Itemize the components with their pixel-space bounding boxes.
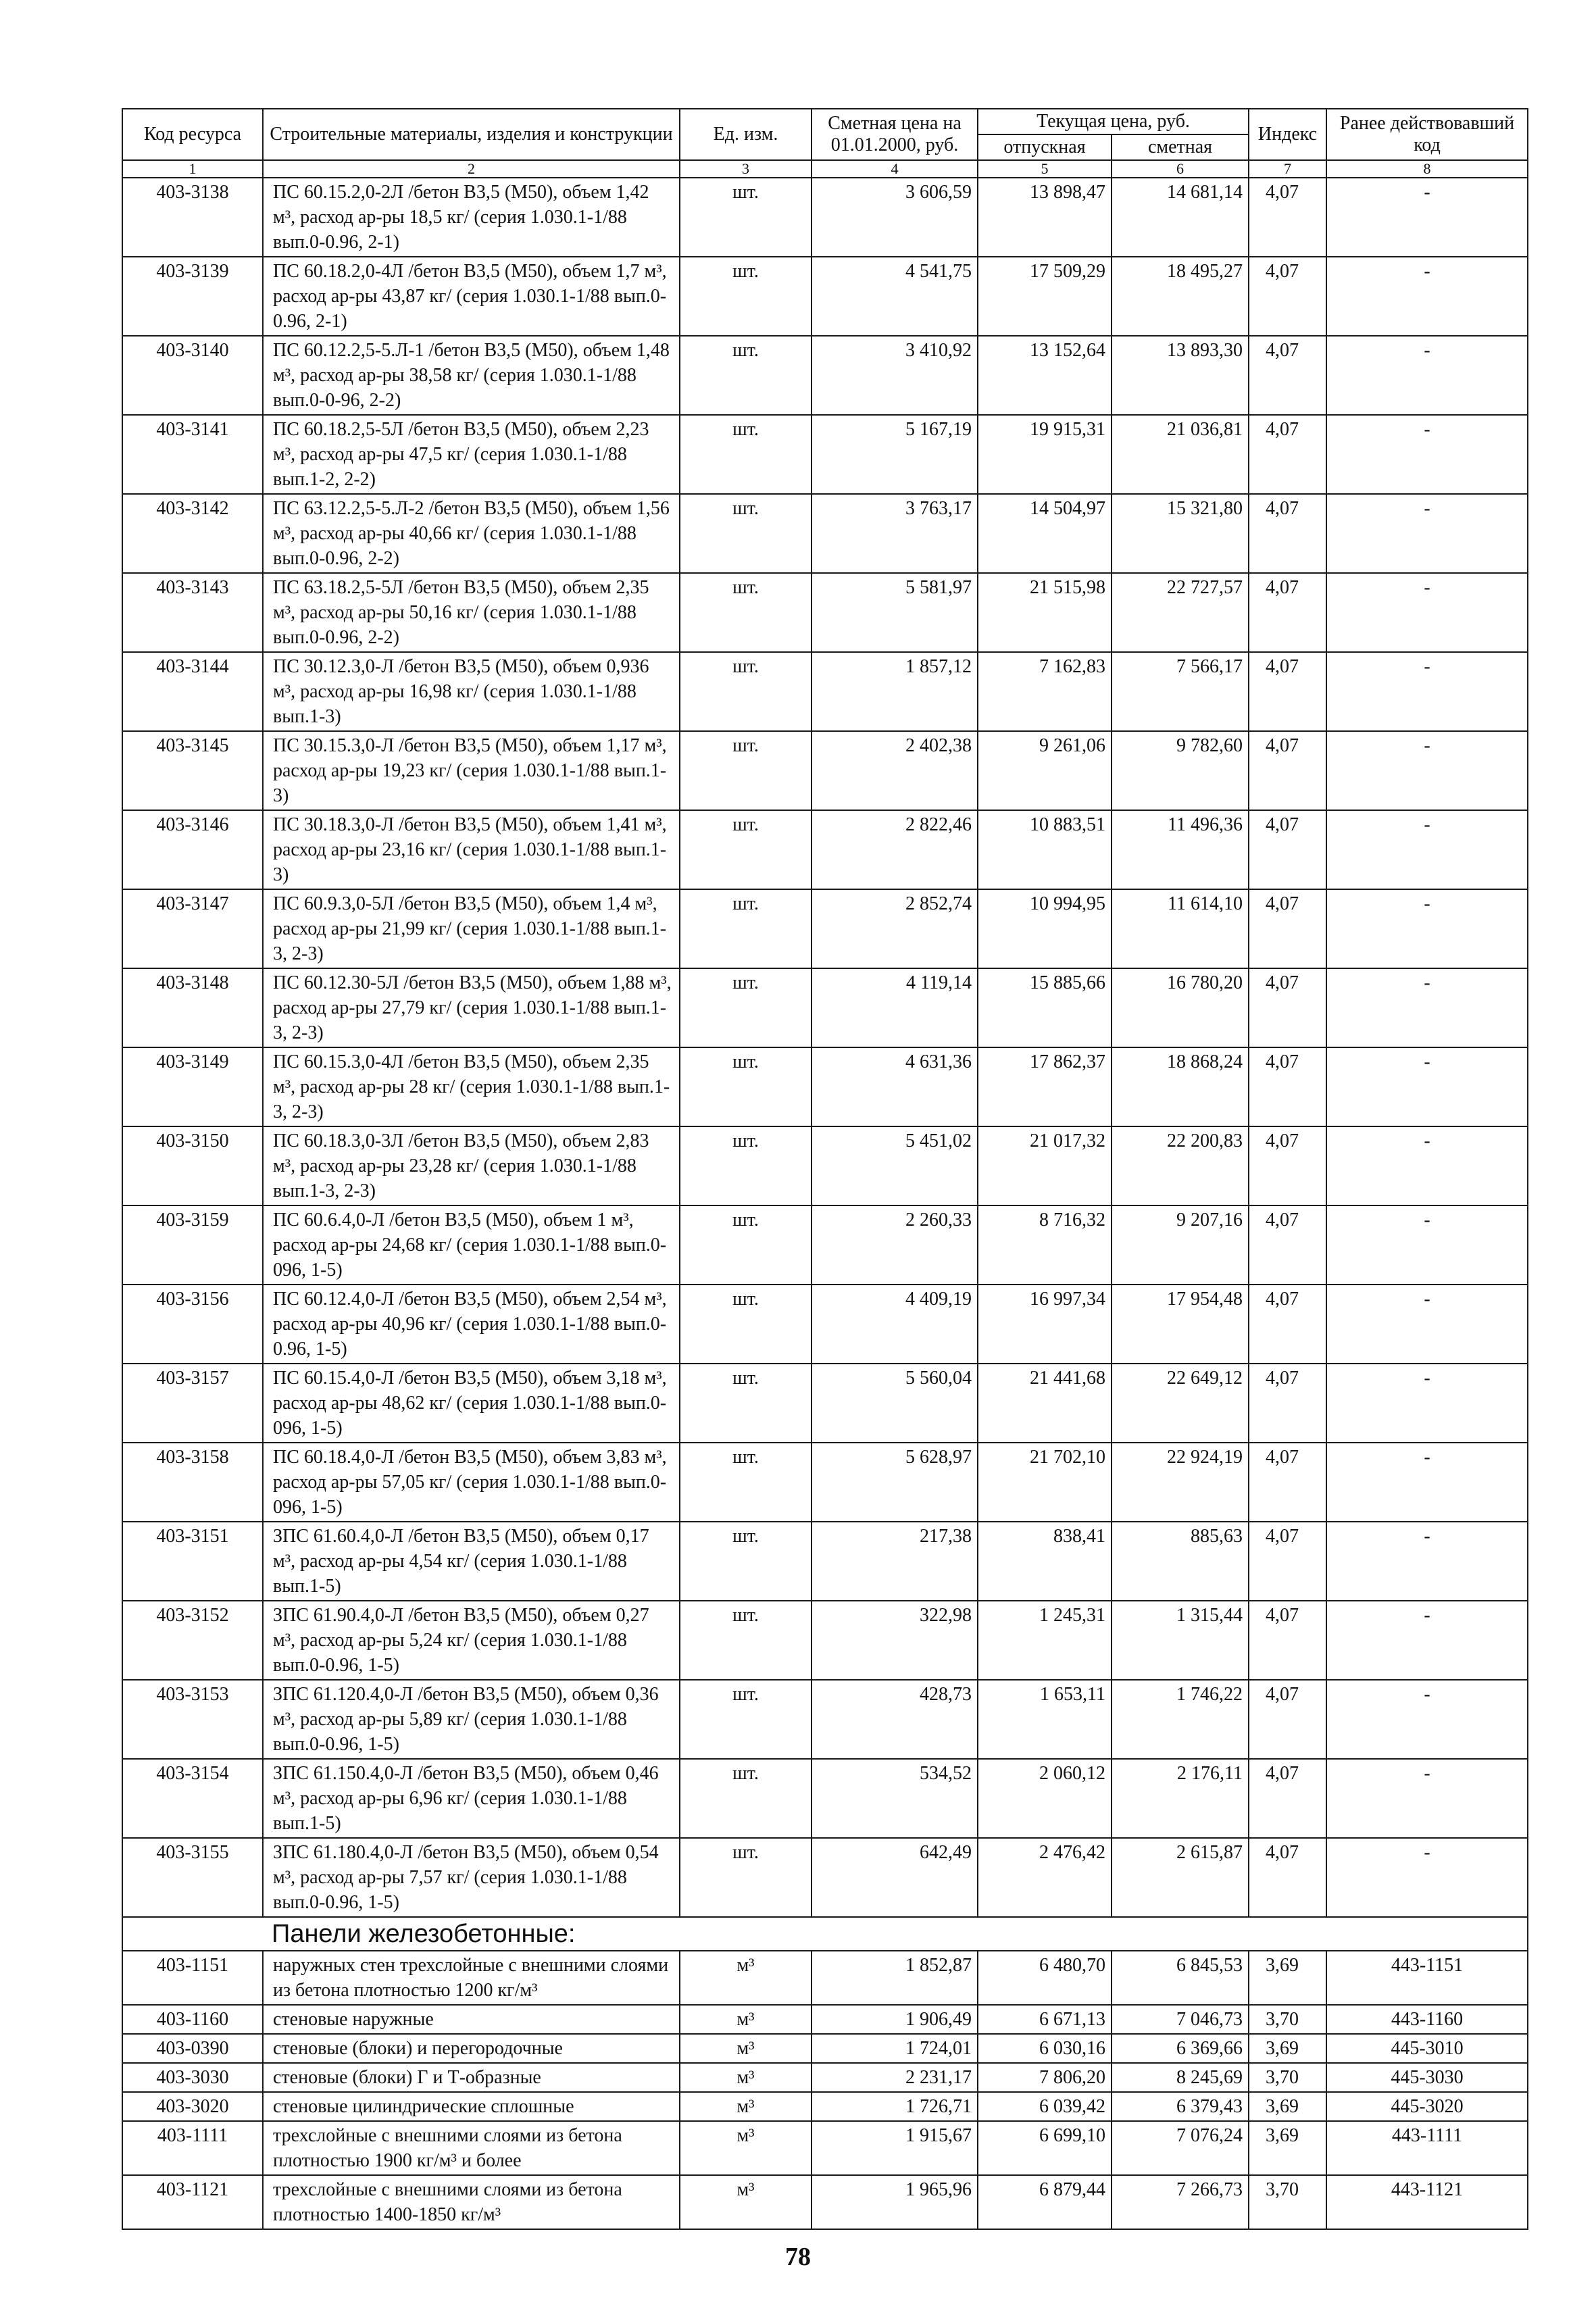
index-cell: 4,07 [1249,573,1326,652]
release-price-cell: 7 806,20 [978,2063,1112,2092]
estimate-price-cell: 7 566,17 [1112,652,1249,731]
previous-code-cell: - [1326,494,1528,573]
index-cell: 4,07 [1249,1601,1326,1680]
release-price-cell: 6 879,44 [978,2175,1112,2229]
price-2000-cell: 534,52 [812,1759,978,1838]
unit-cell: шт. [680,415,812,494]
previous-code-cell: 443-1160 [1326,2005,1528,2034]
material-name-cell: ПС 60.18.2,0-4Л /бетон В3,5 (М50), объем 1,7 м³, расход ар-ры 43,87 кг/ (серия 1.030.1-1/88 вып.0-0.96, 2-1) [263,257,680,336]
price-2000-cell: 1 915,67 [812,2121,978,2175]
unit-cell: шт. [680,1759,812,1838]
index-cell: 4,07 [1249,494,1326,573]
release-price-cell: 21 515,98 [978,573,1112,652]
previous-code-cell: 443-1151 [1326,1951,1528,2005]
unit-cell: шт. [680,1205,812,1285]
price-2000-cell: 1 724,01 [812,2034,978,2063]
resource-code-cell: 403-0390 [122,2034,263,2063]
material-name-cell: трехслойные с внешними слоями из бетона плотностью 1900 кг/м³ и более [263,2121,680,2175]
table-row [122,2034,1528,2063]
table-row [122,2121,1528,2175]
previous-code-cell: - [1326,1047,1528,1126]
unit-cell: шт. [680,1364,812,1443]
table-row [122,1951,1528,2005]
unit-cell: м³ [680,2034,812,2063]
release-price-cell: 21 441,68 [978,1364,1112,1443]
release-price-cell: 10 883,51 [978,810,1112,889]
price-2000-cell: 1 726,71 [812,2092,978,2121]
previous-code-cell: - [1326,968,1528,1047]
index-cell: 3,69 [1249,2121,1326,2175]
table-row [122,1838,1528,1917]
release-price-cell: 13 152,64 [978,336,1112,415]
table-row [122,2092,1528,2121]
table-row [122,1522,1528,1601]
resource-code-cell: 403-3151 [122,1522,263,1601]
index-cell: 3,69 [1249,2092,1326,2121]
price-2000-cell: 5 167,19 [812,415,978,494]
table-row [122,2063,1528,2092]
unit-cell: шт. [680,1443,812,1522]
material-name-cell: ЗПС 61.180.4,0-Л /бетон В3,5 (М50), объем 0,54 м³, расход ар-ры 7,57 кг/ (серия 1.030.1-1/88 вып.0-0.96, 1-5) [263,1838,680,1917]
table-row [122,336,1528,415]
price-2000-cell: 4 119,14 [812,968,978,1047]
estimate-price-cell: 1 315,44 [1112,1601,1249,1680]
table-row [122,1759,1528,1838]
material-name-cell: ЗПС 61.150.4,0-Л /бетон В3,5 (М50), объем 0,46 м³, расход ар-ры 6,96 кг/ (серия 1.030.1-1/88 вып.1-5) [263,1759,680,1838]
estimate-price-cell: 7 266,73 [1112,2175,1249,2229]
table-row [122,1680,1528,1759]
unit-cell: шт. [680,178,812,257]
estimate-price-cell: 6 369,66 [1112,2034,1249,2063]
previous-code-cell: - [1326,731,1528,810]
material-name-cell: ПС 60.12.2,5-5.Л-1 /бетон В3,5 (М50), объем 1,48 м³, расход ар-ры 38,58 кг/ (серия 1.030.1-1/88 вып.0-0-96, 2-2) [263,336,680,415]
header-previous-code: Ранее действовавший код [1326,109,1528,160]
resource-code-cell: 403-3159 [122,1205,263,1285]
price-2000-cell: 2 852,74 [812,889,978,968]
estimate-price-cell: 13 893,30 [1112,336,1249,415]
table-row [122,1443,1528,1522]
table-row [122,968,1528,1047]
material-name-cell: стеновые (блоки) Г и Т-образные [263,2063,680,2092]
resource-code-cell: 403-3154 [122,1759,263,1838]
header-release-price: отпускная [978,134,1112,160]
resource-code-cell: 403-3139 [122,257,263,336]
release-price-cell: 2 476,42 [978,1838,1112,1917]
previous-code-cell: - [1326,1838,1528,1917]
release-price-cell: 13 898,47 [978,178,1112,257]
header-materials: Строительные материалы, изделия и конструкции [263,109,680,160]
price-2000-cell: 4 631,36 [812,1047,978,1126]
header-index: Индекс [1249,109,1326,160]
price-2000-cell: 1 857,12 [812,652,978,731]
header-estimate-price: сметная [1112,134,1249,160]
resource-code-cell: 403-3149 [122,1047,263,1126]
release-price-cell: 15 885,66 [978,968,1112,1047]
previous-code-cell: - [1326,1680,1528,1759]
release-price-cell: 21 702,10 [978,1443,1112,1522]
index-cell: 4,07 [1249,415,1326,494]
price-2000-cell: 642,49 [812,1838,978,1917]
table-row [122,731,1528,810]
resource-code-cell: 403-3141 [122,415,263,494]
table-row [122,178,1528,257]
previous-code-cell: - [1326,810,1528,889]
index-cell: 4,07 [1249,1364,1326,1443]
previous-code-cell: - [1326,1759,1528,1838]
release-price-cell: 6 039,42 [978,2092,1112,2121]
resource-code-cell: 403-3152 [122,1601,263,1680]
price-2000-cell: 4 541,75 [812,257,978,336]
material-name-cell: ПС 60.15.3,0-4Л /бетон В3,5 (М50), объем 2,35 м³, расход ар-ры 28 кг/ (серия 1.030.1-1/88 вып.1-3, 2-3) [263,1047,680,1126]
estimate-price-cell: 18 495,27 [1112,257,1249,336]
column-number-row [122,160,1528,178]
estimate-price-cell: 14 681,14 [1112,178,1249,257]
column-number: 3 [680,160,812,178]
resource-code-cell: 403-3147 [122,889,263,968]
table-row [122,2005,1528,2034]
resource-code-cell: 403-3157 [122,1364,263,1443]
estimate-price-cell: 17 954,48 [1112,1285,1249,1364]
index-cell: 4,07 [1249,1047,1326,1126]
material-name-cell: ПС 60.15.2,0-2Л /бетон В3,5 (М50), объем 1,42 м³, расход ар-ры 18,5 кг/ (серия 1.030.1-1/88 вып.0-0.96, 2-1) [263,178,680,257]
estimate-price-cell: 9 207,16 [1112,1205,1249,1285]
price-2000-cell: 5 628,97 [812,1443,978,1522]
header-current-price: Текущая цена, руб. [978,109,1249,134]
release-price-cell: 9 261,06 [978,731,1112,810]
unit-cell: м³ [680,2005,812,2034]
material-name-cell: ПС 60.12.4,0-Л /бетон В3,5 (М50), объем 2,54 м³, расход ар-ры 40,96 кг/ (серия 1.030.1-1/88 вып.0-0.96, 1-5) [263,1285,680,1364]
previous-code-cell: 445-3010 [1326,2034,1528,2063]
unit-cell: м³ [680,2175,812,2229]
header-resource-code: Код ресурса [122,109,263,160]
material-name-cell: ЗПС 61.120.4,0-Л /бетон В3,5 (М50), объем 0,36 м³, расход ар-ры 5,89 кг/ (серия 1.030.1-1/88 вып.0-0.96, 1-5) [263,1680,680,1759]
index-cell: 4,07 [1249,257,1326,336]
unit-cell: шт. [680,336,812,415]
unit-cell: шт. [680,1126,812,1205]
price-2000-cell: 322,98 [812,1601,978,1680]
resource-code-cell: 403-3148 [122,968,263,1047]
table-row [122,652,1528,731]
price-2000-cell: 5 451,02 [812,1126,978,1205]
release-price-cell: 838,41 [978,1522,1112,1601]
resource-code-cell: 403-1121 [122,2175,263,2229]
table-row [122,573,1528,652]
previous-code-cell: - [1326,415,1528,494]
unit-cell: м³ [680,1951,812,2005]
index-cell: 4,07 [1249,178,1326,257]
release-price-cell: 6 699,10 [978,2121,1112,2175]
resource-code-cell: 403-3140 [122,336,263,415]
material-name-cell: ПС 30.12.3,0-Л /бетон В3,5 (М50), объем 0,936 м³, расход ар-ры 16,98 кг/ (серия 1.030.1-1/88 вып.1-3) [263,652,680,731]
material-name-cell: ПС 60.15.4,0-Л /бетон В3,5 (М50), объем 3,18 м³, расход ар-ры 48,62 кг/ (серия 1.030.1-1/88 вып.0-096, 1-5) [263,1364,680,1443]
estimate-price-cell: 18 868,24 [1112,1047,1249,1126]
unit-cell: м³ [680,2092,812,2121]
table-row [122,810,1528,889]
unit-cell: шт. [680,810,812,889]
index-cell: 4,07 [1249,1522,1326,1601]
estimate-price-cell: 7 046,73 [1112,2005,1249,2034]
price-2000-cell: 3 410,92 [812,336,978,415]
estimate-price-cell: 8 245,69 [1112,2063,1249,2092]
unit-cell: шт. [680,257,812,336]
index-cell: 3,69 [1249,1951,1326,2005]
estimate-price-cell: 2 176,11 [1112,1759,1249,1838]
price-2000-cell: 2 402,38 [812,731,978,810]
price-2000-cell: 2 260,33 [812,1205,978,1285]
index-cell: 4,07 [1249,1443,1326,1522]
release-price-cell: 19 915,31 [978,415,1112,494]
estimate-price-cell: 11 496,36 [1112,810,1249,889]
unit-cell: шт. [680,1285,812,1364]
header-row [122,109,1528,134]
price-2000-cell: 3 763,17 [812,494,978,573]
previous-code-cell: - [1326,1364,1528,1443]
table-row [122,257,1528,336]
resource-code-cell: 403-3144 [122,652,263,731]
table-body [122,178,1528,1917]
section-body [122,1951,1528,2229]
price-2000-cell: 5 581,97 [812,573,978,652]
resource-code-cell: 403-3155 [122,1838,263,1917]
estimate-price-cell: 885,63 [1112,1522,1249,1601]
previous-code-cell: - [1326,573,1528,652]
estimate-price-cell: 15 321,80 [1112,494,1249,573]
resource-code-cell: 403-3150 [122,1126,263,1205]
section-row [122,1917,1528,1951]
unit-cell: шт. [680,889,812,968]
unit-cell: шт. [680,968,812,1047]
index-cell: 4,07 [1249,1838,1326,1917]
resource-code-cell: 403-3142 [122,494,263,573]
previous-code-cell: - [1326,1126,1528,1205]
estimate-price-cell: 16 780,20 [1112,968,1249,1047]
index-cell: 4,07 [1249,336,1326,415]
material-name-cell: трехслойные с внешними слоями из бетона плотностью 1400-1850 кг/м³ [263,2175,680,2229]
material-name-cell: ПС 60.18.3,0-3Л /бетон В3,5 (М50), объем 2,83 м³, расход ар-ры 23,28 кг/ (серия 1.030.1-1/88 вып.1-3, 2-3) [263,1126,680,1205]
material-name-cell: ПС 60.6.4,0-Л /бетон В3,5 (М50), объем 1 м³, расход ар-ры 24,68 кг/ (серия 1.030.1-1/88 вып.0-096, 1-5) [263,1205,680,1285]
release-price-cell: 1 653,11 [978,1680,1112,1759]
column-number: 8 [1326,160,1528,178]
index-cell: 4,07 [1249,1205,1326,1285]
material-name-cell: ПС 30.15.3,0-Л /бетон В3,5 (М50), объем 1,17 м³, расход ар-ры 19,23 кг/ (серия 1.030.1-1/88 вып.1-3) [263,731,680,810]
material-name-cell: ПС 60.12.30-5Л /бетон В3,5 (М50), объем 1,88 м³, расход ар-ры 27,79 кг/ (серия 1.030.1-1/88 вып.1-3, 2-3) [263,968,680,1047]
index-cell: 4,07 [1249,1680,1326,1759]
index-cell: 4,07 [1249,1126,1326,1205]
previous-code-cell: - [1326,1205,1528,1285]
table-row [122,1364,1528,1443]
index-cell: 4,07 [1249,810,1326,889]
release-price-cell: 17 509,29 [978,257,1112,336]
unit-cell: шт. [680,1522,812,1601]
price-table-sheet [122,108,1527,2230]
resource-code-cell: 403-3138 [122,178,263,257]
estimate-price-cell: 21 036,81 [1112,415,1249,494]
price-2000-cell: 217,38 [812,1522,978,1601]
price-2000-cell: 4 409,19 [812,1285,978,1364]
price-table [122,108,1528,2230]
resource-code-cell: 403-1111 [122,2121,263,2175]
unit-cell: шт. [680,652,812,731]
previous-code-cell: 443-1111 [1326,2121,1528,2175]
release-price-cell: 14 504,97 [978,494,1112,573]
material-name-cell: ПС 60.18.4,0-Л /бетон В3,5 (М50), объем 3,83 м³, расход ар-ры 57,05 кг/ (серия 1.030.1-1/88 вып.0-096, 1-5) [263,1443,680,1522]
unit-cell: м³ [680,2121,812,2175]
material-name-cell: ЗПС 61.60.4,0-Л /бетон В3,5 (М50), объем 0,17 м³, расход ар-ры 4,54 кг/ (серия 1.030.1-1/88 вып.1-5) [263,1522,680,1601]
previous-code-cell: - [1326,257,1528,336]
index-cell: 4,07 [1249,731,1326,810]
release-price-cell: 17 862,37 [978,1047,1112,1126]
previous-code-cell: - [1326,1601,1528,1680]
resource-code-cell: 403-3020 [122,2092,263,2121]
resource-code-cell: 403-3030 [122,2063,263,2092]
price-2000-cell: 1 906,49 [812,2005,978,2034]
table-row [122,1601,1528,1680]
previous-code-cell: - [1326,178,1528,257]
estimate-price-cell: 6 379,43 [1112,2092,1249,2121]
release-price-cell: 6 030,16 [978,2034,1112,2063]
table-row [122,1285,1528,1364]
price-2000-cell: 3 606,59 [812,178,978,257]
material-name-cell: ПС 63.12.2,5-5.Л-2 /бетон В3,5 (М50), объем 1,56 м³, расход ар-ры 40,66 кг/ (серия 1.030.1-1/88 вып.0-0.96, 2-2) [263,494,680,573]
release-price-cell: 6 671,13 [978,2005,1112,2034]
price-2000-cell: 2 231,17 [812,2063,978,2092]
resource-code-cell: 403-3156 [122,1285,263,1364]
unit-cell: шт. [680,1838,812,1917]
unit-cell: шт. [680,1680,812,1759]
column-number: 5 [978,160,1112,178]
unit-cell: м³ [680,2063,812,2092]
material-name-cell: ЗПС 61.90.4,0-Л /бетон В3,5 (М50), объем 0,27 м³, расход ар-ры 5,24 кг/ (серия 1.030.1-1/88 вып.0-0.96, 1-5) [263,1601,680,1680]
estimate-price-cell: 2 615,87 [1112,1838,1249,1917]
estimate-price-cell: 1 746,22 [1112,1680,1249,1759]
previous-code-cell: 445-3020 [1326,2092,1528,2121]
material-name-cell: ПС 60.9.3,0-5Л /бетон В3,5 (М50), объем 1,4 м³, расход ар-ры 21,99 кг/ (серия 1.030.1-1/88 вып.1-3, 2-3) [263,889,680,968]
previous-code-cell: - [1326,652,1528,731]
material-name-cell: ПС 63.18.2,5-5Л /бетон В3,5 (М50), объем 2,35 м³, расход ар-ры 50,16 кг/ (серия 1.030.1-1/88 вып.0-0.96, 2-2) [263,573,680,652]
material-name-cell: ПС 60.18.2,5-5Л /бетон В3,5 (М50), объем 2,23 м³, расход ар-ры 47,5 кг/ (серия 1.030.1-1/88 вып.1-2, 2-2) [263,415,680,494]
release-price-cell: 6 480,70 [978,1951,1112,2005]
material-name-cell: стеновые цилиндрические сплошные [263,2092,680,2121]
estimate-price-cell: 11 614,10 [1112,889,1249,968]
unit-cell: шт. [680,573,812,652]
previous-code-cell: 443-1121 [1326,2175,1528,2229]
unit-cell: шт. [680,731,812,810]
unit-cell: шт. [680,494,812,573]
previous-code-cell: - [1326,1522,1528,1601]
previous-code-cell: - [1326,1443,1528,1522]
index-cell: 3,70 [1249,2175,1326,2229]
column-number: 6 [1112,160,1249,178]
release-price-cell: 2 060,12 [978,1759,1112,1838]
estimate-price-cell: 7 076,24 [1112,2121,1249,2175]
estimate-price-cell: 22 649,12 [1112,1364,1249,1443]
resource-code-cell: 403-3143 [122,573,263,652]
column-number: 7 [1249,160,1326,178]
resource-code-cell: 403-1151 [122,1951,263,2005]
estimate-price-cell: 22 200,83 [1112,1126,1249,1205]
resource-code-cell: 403-3153 [122,1680,263,1759]
index-cell: 4,07 [1249,652,1326,731]
header-unit: Ед. изм. [680,109,812,160]
table-row [122,494,1528,573]
unit-cell: шт. [680,1601,812,1680]
section-title: Панели железобетонные: [122,1917,1528,1951]
resource-code-cell: 403-1160 [122,2005,263,2034]
material-name-cell: ПС 30.18.3,0-Л /бетон В3,5 (М50), объем 1,41 м³, расход ар-ры 23,16 кг/ (серия 1.030.1-1/88 вып.1-3) [263,810,680,889]
resource-code-cell: 403-3146 [122,810,263,889]
header-price-2000: Сметная цена на 01.01.2000, руб. [812,109,978,160]
index-cell: 4,07 [1249,1759,1326,1838]
estimate-price-cell: 22 727,57 [1112,573,1249,652]
index-cell: 4,07 [1249,1285,1326,1364]
table-row [122,2175,1528,2229]
table-row [122,889,1528,968]
release-price-cell: 7 162,83 [978,652,1112,731]
index-cell: 3,70 [1249,2005,1326,2034]
price-2000-cell: 5 560,04 [812,1364,978,1443]
estimate-price-cell: 6 845,53 [1112,1951,1249,2005]
price-2000-cell: 2 822,46 [812,810,978,889]
material-name-cell: наружных стен трехслойные с внешними слоями из бетона плотностью 1200 кг/м³ [263,1951,680,2005]
column-number: 2 [263,160,680,178]
price-2000-cell: 1 852,87 [812,1951,978,2005]
index-cell: 4,07 [1249,968,1326,1047]
previous-code-cell: 445-3030 [1326,2063,1528,2092]
index-cell: 4,07 [1249,889,1326,968]
table-row [122,1205,1528,1285]
release-price-cell: 10 994,95 [978,889,1112,968]
material-name-cell: стеновые наружные [263,2005,680,2034]
estimate-price-cell: 22 924,19 [1112,1443,1249,1522]
unit-cell: шт. [680,1047,812,1126]
release-price-cell: 1 245,31 [978,1601,1112,1680]
column-number: 4 [812,160,978,178]
release-price-cell: 16 997,34 [978,1285,1112,1364]
index-cell: 3,69 [1249,2034,1326,2063]
table-row [122,1126,1528,1205]
index-cell: 3,70 [1249,2063,1326,2092]
previous-code-cell: - [1326,1285,1528,1364]
previous-code-cell: - [1326,336,1528,415]
price-2000-cell: 1 965,96 [812,2175,978,2229]
page-number: 78 [785,2243,811,2271]
column-number: 1 [122,160,263,178]
price-2000-cell: 428,73 [812,1680,978,1759]
table-row [122,415,1528,494]
previous-code-cell: - [1326,889,1528,968]
estimate-price-cell: 9 782,60 [1112,731,1249,810]
material-name-cell: стеновые (блоки) и перегородочные [263,2034,680,2063]
resource-code-cell: 403-3158 [122,1443,263,1522]
release-price-cell: 8 716,32 [978,1205,1112,1285]
section-header-body [122,1917,1528,1951]
resource-code-cell: 403-3145 [122,731,263,810]
release-price-cell: 21 017,32 [978,1126,1112,1205]
table-row [122,1047,1528,1126]
